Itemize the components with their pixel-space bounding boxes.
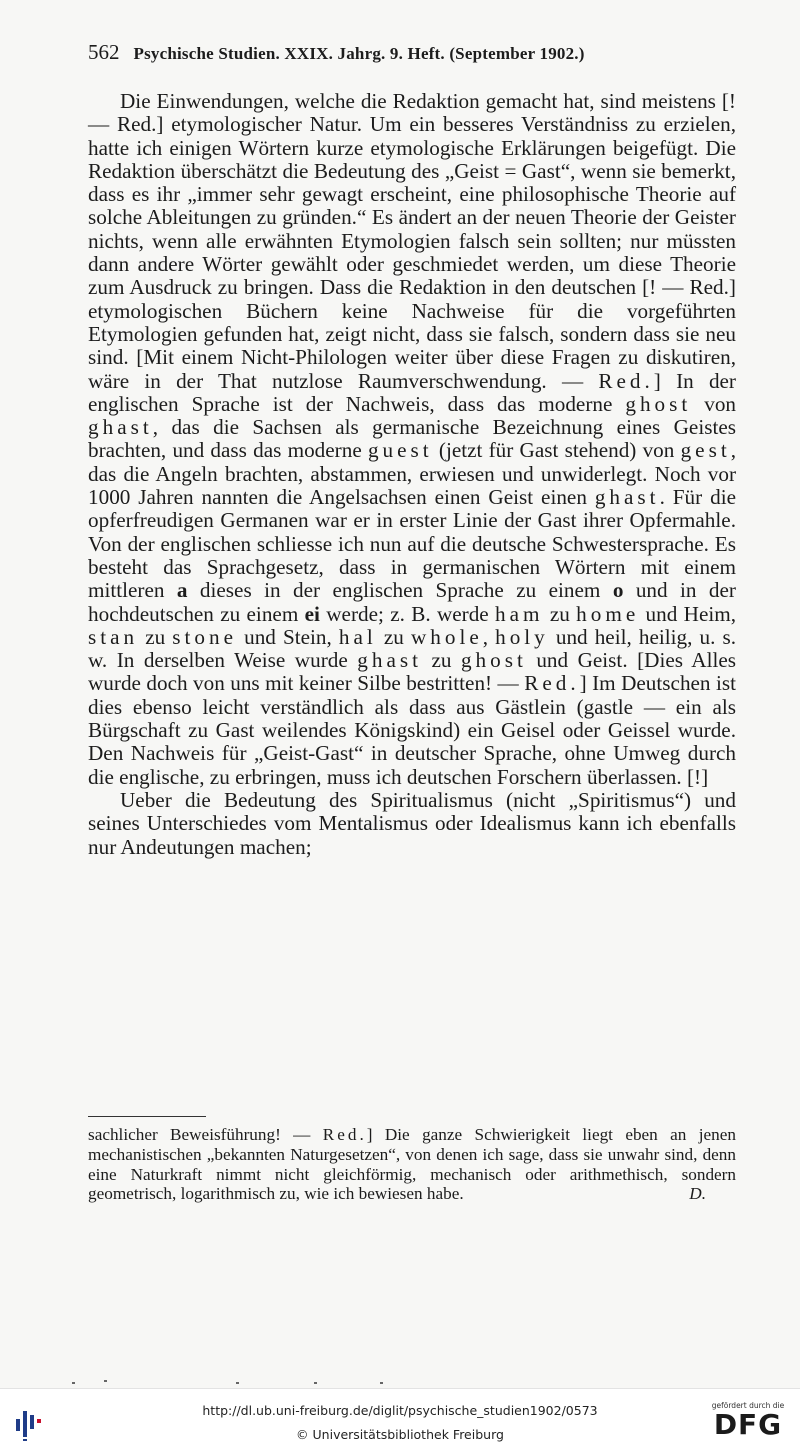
dfg-logo-icon[interactable] xyxy=(706,1401,790,1445)
scan-speck xyxy=(380,1382,383,1384)
source-url-link[interactable]: http://dl.ub.uni-freiburg.de/diglit/psychische_studien1902/0573 xyxy=(202,1403,598,1418)
running-header xyxy=(88,40,736,66)
scan-speck xyxy=(104,1380,107,1382)
scan-speck xyxy=(236,1382,239,1384)
viewer-footer xyxy=(0,1388,800,1451)
footnote-signature: D. xyxy=(689,1184,706,1204)
paragraph-etymology: Die Einwendungen, welche die Redaktion gemacht hat, sind meistens [!— Red.] etymologischer Natur. Um ein besseres Verständniss zu erzielen, hatte ich einigen Wörtern kurze etymologische Erklärungen beigefügt. Die Redaktion überschätzt die Bedeutung des „Geist = Gast“, wenn sie bemerkt, dass es ihr „immer sehr gewagt erscheint, eine philosophische Theorie auf solche Ableitungen zu gründen.“ Es ändert an der neuen Theorie der Geister nichts, wenn alle erwähnten Etymologien falsch sein sollten; nur müssten dann andere Wörter gewählt oder geschmiedet werden, um diese Theorie zum Ausdruck zu bringen. Dass die Redaktion in den deutschen [! — Red.] etymologischen Büchern keine Nachweise für die vorgeführten Etymologien gefunden hat, zeigt nicht, dass sie falsch, sondern dass sie neu sind. [Mit einem Nicht-Philologen weiter über diese Fragen zu diskutiren, wäre in der That nutzlose Raumverschwendung. — Red.] In der englischen Sprache ist der Nachweis, dass das moderne ghost von ghast, das die Sachsen als germanische Bezeichnung eines Geistes brachten, und dass das moderne guest (jetzt für Gast stehend) von gest, das die Angeln brachten, abstammen, erwiesen und unwiderlegt. Noch vor 1000 Jahren nannten die Angelsachsen einen Geist einen ghast. Für die opferfreudigen Germanen war er in erster Linie der Gast ihrer Opfermahle. Von der englischen schliesse ich nun auf die deutsche Schwestersprache. Es besteht das Sprachgesetz, dass in germanischen Wörtern mit einem mittleren a dieses in der englischen Sprache zu einem o und in der hochdeutschen zu einem ei werde; z. B. werde ham zu home und Heim, stan zu stone und Stein, hal zu whole, holy und heil, heilig, u. s. w. In derselben Weise wurde ghast zu ghost und Geist. [Dies Alles wurde doch von uns mit keiner Silbe bestritten! — Red.] Im Deutschen ist dies ebenso leicht verständlich als dass aus Gästlein (gastle — ein als Bürgschaft zu Gast weilendes Königskind) ein Geisel oder Geissel wurde. Den Nachweis für „Geist-Gast“ in deutscher Sprache, ohne Umweg durch die englische, zu erbringen, muss ich deutschen Forschern überlassen. [!] xyxy=(88,89,737,789)
main-text xyxy=(88,90,736,859)
paragraph-spiritualism: Ueber die Bedeutung des Spiritualismus (nicht „Spiritismus“) und seines Unterschiedes vom Mentalismus oder Idealismus kann ich ebenfalls nur Andeutungen machen; xyxy=(88,787,736,859)
footnote: sachlicher Beweisführung! — Red.] Die ganze Schwierigkeit liegt eben an jenen mechanistischen „bekannten Naturgesetzen“, von denen ich sage, dass sie unwahr sind, denn eine Naturkraft nimmt nicht gleichförmig, mechanisch oder arithmethisch, sondern geometrisch, logarithmisch zu, wie ich bewiesen habe. D. xyxy=(88,1125,736,1204)
page-number: 562 xyxy=(88,40,120,64)
scan-speck xyxy=(72,1382,75,1384)
dfg-wordmark: DFG xyxy=(713,1408,783,1441)
scan-specks xyxy=(0,1380,800,1388)
footnote-divider xyxy=(88,1116,206,1117)
dfg-caption: gefördert durch die xyxy=(711,1401,785,1410)
copyright-notice: © Universitätsbibliothek Freiburg xyxy=(296,1427,504,1442)
scan-speck xyxy=(314,1382,317,1384)
running-title: Psychische Studien. XXIX. Jahrg. 9. Heft. (September 1902.) xyxy=(133,44,585,63)
